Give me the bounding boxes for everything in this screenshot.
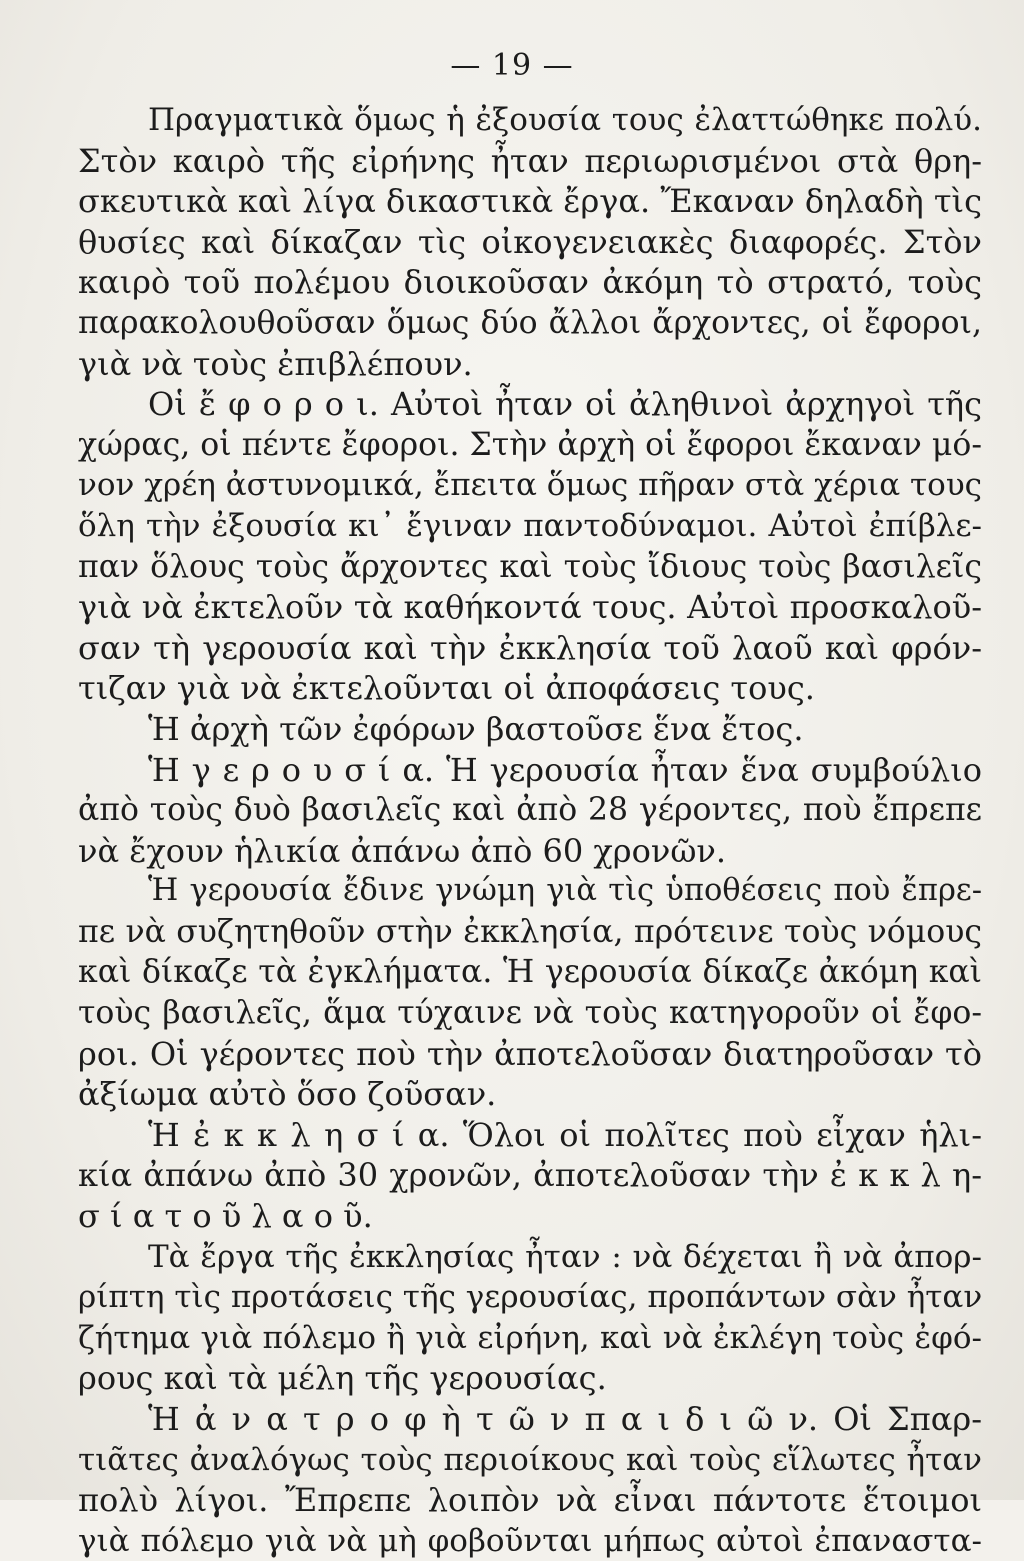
- page-number: — 19 —: [450, 48, 574, 83]
- text-line: Ἡ ἐ κ κ λ η σ ί α. Ὅλοι οἱ πολῖτες ποὺ εἶχαν ἡλι-: [148, 1115, 982, 1154]
- text-line: παν ὅλους τοὺς ἄρχοντες καὶ τοὺς ἴδιους τοὺς βασιλεῖς: [78, 548, 982, 585]
- text-line: γιὰ νὰ ἐκτελοῦν τὰ καθήκοντά τους. Αὐτοὶ προσκαλοῦ-: [78, 588, 982, 627]
- text-line: παρακολουθοῦσαν ὅμως δύο ἄλλοι ἄρχοντες, οἱ ἔφοροι,: [78, 304, 982, 341]
- text-line: καὶ δίκαζε τὰ ἐγκλήματα. Ἡ γερουσία δίκαζε ἀκόμη καὶ: [78, 954, 982, 991]
- body-text: [78, 100, 982, 1561]
- text-line: Πραγματικὰ ὅμως ἡ ἐξουσία τους ἐλαττώθηκε πολύ.: [148, 102, 982, 138]
- text-line: ὅλη τὴν ἐξουσία κι᾽ ἔγιναν παντοδύναμοι. Αὐτοὶ ἐπίβλε-: [78, 507, 982, 544]
- text-line: Στὸν καιρὸ τῆς εἰρήνης ἦταν περιωρισμένοι στὰ θρη-: [78, 141, 982, 180]
- text-line: καιρὸ τοῦ πολέμου διοικοῦσαν ἀκόμη τὸ στρατό, τοὺς: [78, 263, 982, 302]
- text-line: ζήτημα γιὰ πόλεμο ἢ γιὰ εἰρήνη, καὶ νὰ ἐκλέγη τοὺς ἐφό-: [78, 1319, 982, 1356]
- text-line: Ἡ γ ε ρ ο υ σ ί α. Ἡ γερουσία ἦταν ἕνα συμβούλιο: [148, 750, 982, 789]
- text-line: ρους καὶ τὰ μέλη τῆς γερουσίας.: [78, 1359, 607, 1398]
- text-line: κία ἀπάνω ἀπὸ 30 χρονῶν, ἀποτελοῦσαν τὴν ἐ κ κ λ η-: [78, 1156, 982, 1195]
- text-line: ἀξίωμα αὐτὸ ὅσο ζοῦσαν.: [78, 1075, 497, 1114]
- text-line: Ἡ ἀ ν α τ ρ ο φ ὴ τ ῶ ν π α ι δ ι ῶ ν. Οἱ Σπαρ-: [148, 1400, 982, 1438]
- text-line: χώρας, οἱ πέντε ἔφοροι. Στὴν ἀρχὴ οἱ ἔφοροι ἔκαναν μό-: [78, 426, 982, 463]
- text-line: πε νὰ συζητηθοῦν στὴν ἐκκλησία, πρότεινε τοὺς νόμους: [78, 913, 982, 950]
- text-line: γιὰ πόλεμο γιὰ νὰ μὴ φοβοῦνται μήπως αὐτοὶ ἐπαναστα-: [78, 1522, 982, 1559]
- text-line: σαν τὴ γερουσία καὶ τὴν ἐκκλησία τοῦ λαοῦ καὶ φρόν-: [78, 628, 982, 667]
- text-line: Ἡ γερουσία ἔδινε γνώμη γιὰ τὶς ὑποθέσεις ποὺ ἔπρε-: [148, 873, 982, 909]
- text-line: νὰ ἔχουν ἡλικία ἀπάνω ἀπὸ 60 χρονῶν.: [78, 831, 727, 870]
- text-line: Ἡ ἀρχὴ τῶν ἐφόρων βαστοῦσε ἕνα ἔτος.: [148, 709, 804, 748]
- text-line: πολὺ λίγοι. Ἔπρεπε λοιπὸν νὰ εἶναι πάντοτε ἕτοιμοι: [78, 1481, 982, 1520]
- text-line: Τὰ ἔργα τῆς ἐκκλησίας ἦταν : νὰ δέχεται ἢ νὰ ἀπορ-: [148, 1238, 982, 1275]
- text-line: τιᾶτες ἀναλόγως τοὺς περιοίκους καὶ τοὺς εἵλωτες ἦταν: [78, 1441, 982, 1478]
- text-line: σκευτικὰ καὶ λίγα δικαστικὰ ἔργα. Ἔκαναν δηλαδὴ τὶς: [78, 182, 982, 221]
- text-line: θυσίες καὶ δίκαζαν τὶς οἰκογενειακὲς διαφορές. Στὸν: [78, 222, 982, 261]
- text-line: τοὺς βασιλεῖς, ἅμα τύχαινε νὰ τοὺς κατηγοροῦν οἱ ἔφο-: [78, 995, 982, 1032]
- text-line: γιὰ νὰ τοὺς ἐπιβλέπουν.: [78, 344, 473, 383]
- text-line: Οἱ ἔ φ ο ρ ο ι. Αὐτοὶ ἦταν οἱ ἀληθινοὶ ἀρχηγοὶ τῆς: [148, 385, 982, 424]
- text-line: ἀπὸ τοὺς δυὸ βασιλεῖς καὶ ἀπὸ 28 γέροντες, ποὺ ἔπρεπε: [78, 792, 982, 829]
- text-line: ρίπτη τὶς προτάσεις τῆς γερουσίας, προπάντων σὰν ἦταν: [78, 1279, 983, 1316]
- text-line: τιζαν γιὰ νὰ ἐκτελοῦνται οἱ ἀποφάσεις τους.: [78, 669, 815, 708]
- text-line: ροι. Οἱ γέροντες ποὺ τὴν ἀποτελοῦσαν διατηροῦσαν τὸ: [78, 1034, 982, 1073]
- text-line: σ ί α τ ο ῦ λ α ο ῦ.: [78, 1197, 373, 1236]
- text-line: νον χρέη ἀστυνομικά, ἔπειτα ὅμως πῆραν στὰ χέρια τους: [78, 467, 983, 504]
